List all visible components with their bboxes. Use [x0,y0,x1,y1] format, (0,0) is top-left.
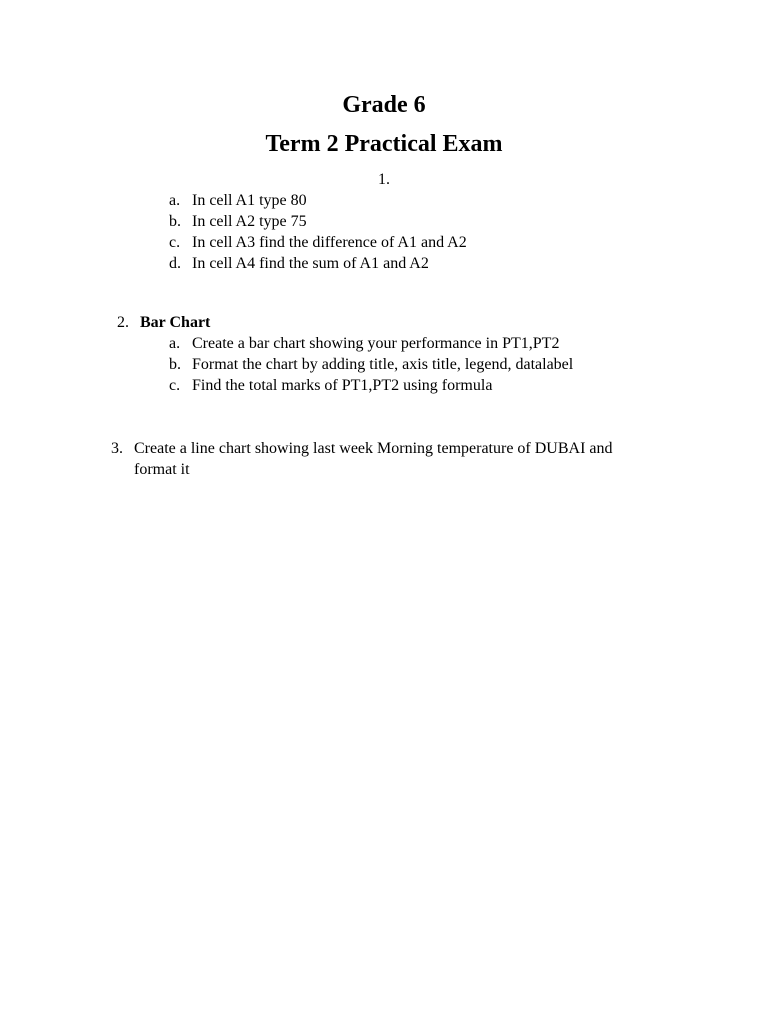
q1-item-d-marker: d. [169,255,181,272]
q2-item-b-text: Format the chart by adding title, axis title, legend, datalabel [192,356,574,373]
q1-item-b-marker: b. [169,213,181,230]
q2-item-a-text: Create a bar chart showing your performance in PT1,PT2 [192,335,560,352]
question-3-number: 3. [111,440,123,457]
question-2-heading: Bar Chart [140,314,211,331]
question-2-number: 2. [117,314,129,331]
q2-item-c-text: Find the total marks of PT1,PT2 using formula [192,377,493,394]
q1-item-a-marker: a. [169,192,181,209]
q2-item-c-marker: c. [169,377,181,394]
q2-item-b-marker: b. [169,356,181,373]
question-3-text-line-1: Create a line chart showing last week Morning temperature of DUBAI and [134,440,613,457]
q1-item-c-text: In cell A3 find the difference of A1 and A2 [192,234,467,251]
question-3-text-line-2: format it [134,461,190,478]
q1-item-c-marker: c. [169,234,181,251]
q2-item-a-marker: a. [169,335,181,352]
q1-item-d-text: In cell A4 find the sum of A1 and A2 [192,255,429,272]
grade-heading: Grade 6 [342,92,426,118]
exam-title: Term 2 Practical Exam [265,131,503,157]
q1-item-b-text: In cell A2 type 75 [192,213,307,230]
q1-item-a-text: In cell A1 type 80 [192,192,307,209]
question-1-number: 1. [378,171,390,188]
